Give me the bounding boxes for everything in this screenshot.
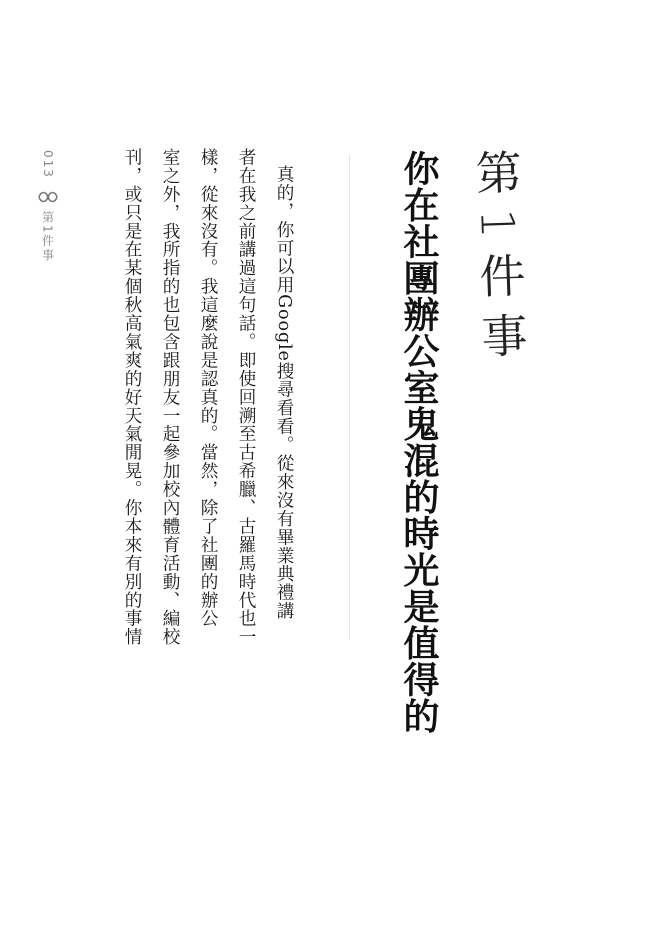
page-number: 013 xyxy=(41,150,55,179)
decorative-ornament-icon xyxy=(37,189,59,205)
body-text xyxy=(113,148,303,648)
body-line: 室之外，我所指的也包含跟朋友一起參加校內體育活動、編校 xyxy=(160,148,180,647)
chapter-label: 第1件事 xyxy=(467,147,530,373)
body-line: 樣，從來沒有。我這麼說是認真的。當然，除了社團的辦公 xyxy=(198,148,218,628)
section-label: 第1件事 xyxy=(40,210,55,263)
body-line: 刊，或只是在某個秋高氣爽的好天氣閒晃。你本來有別的事情 xyxy=(122,148,142,647)
body-line: 者在我之前講過這句話。即使回溯至古希臘、古羅馬時代也一 xyxy=(236,148,256,647)
chapter-title: 你在社團辦公室鬼混的時光是值得的 xyxy=(398,150,440,734)
running-header xyxy=(33,150,63,267)
body-line: 真的，你可以用Google搜尋看看。從來沒有畢業典禮講 xyxy=(274,165,294,621)
title-divider xyxy=(349,155,350,640)
